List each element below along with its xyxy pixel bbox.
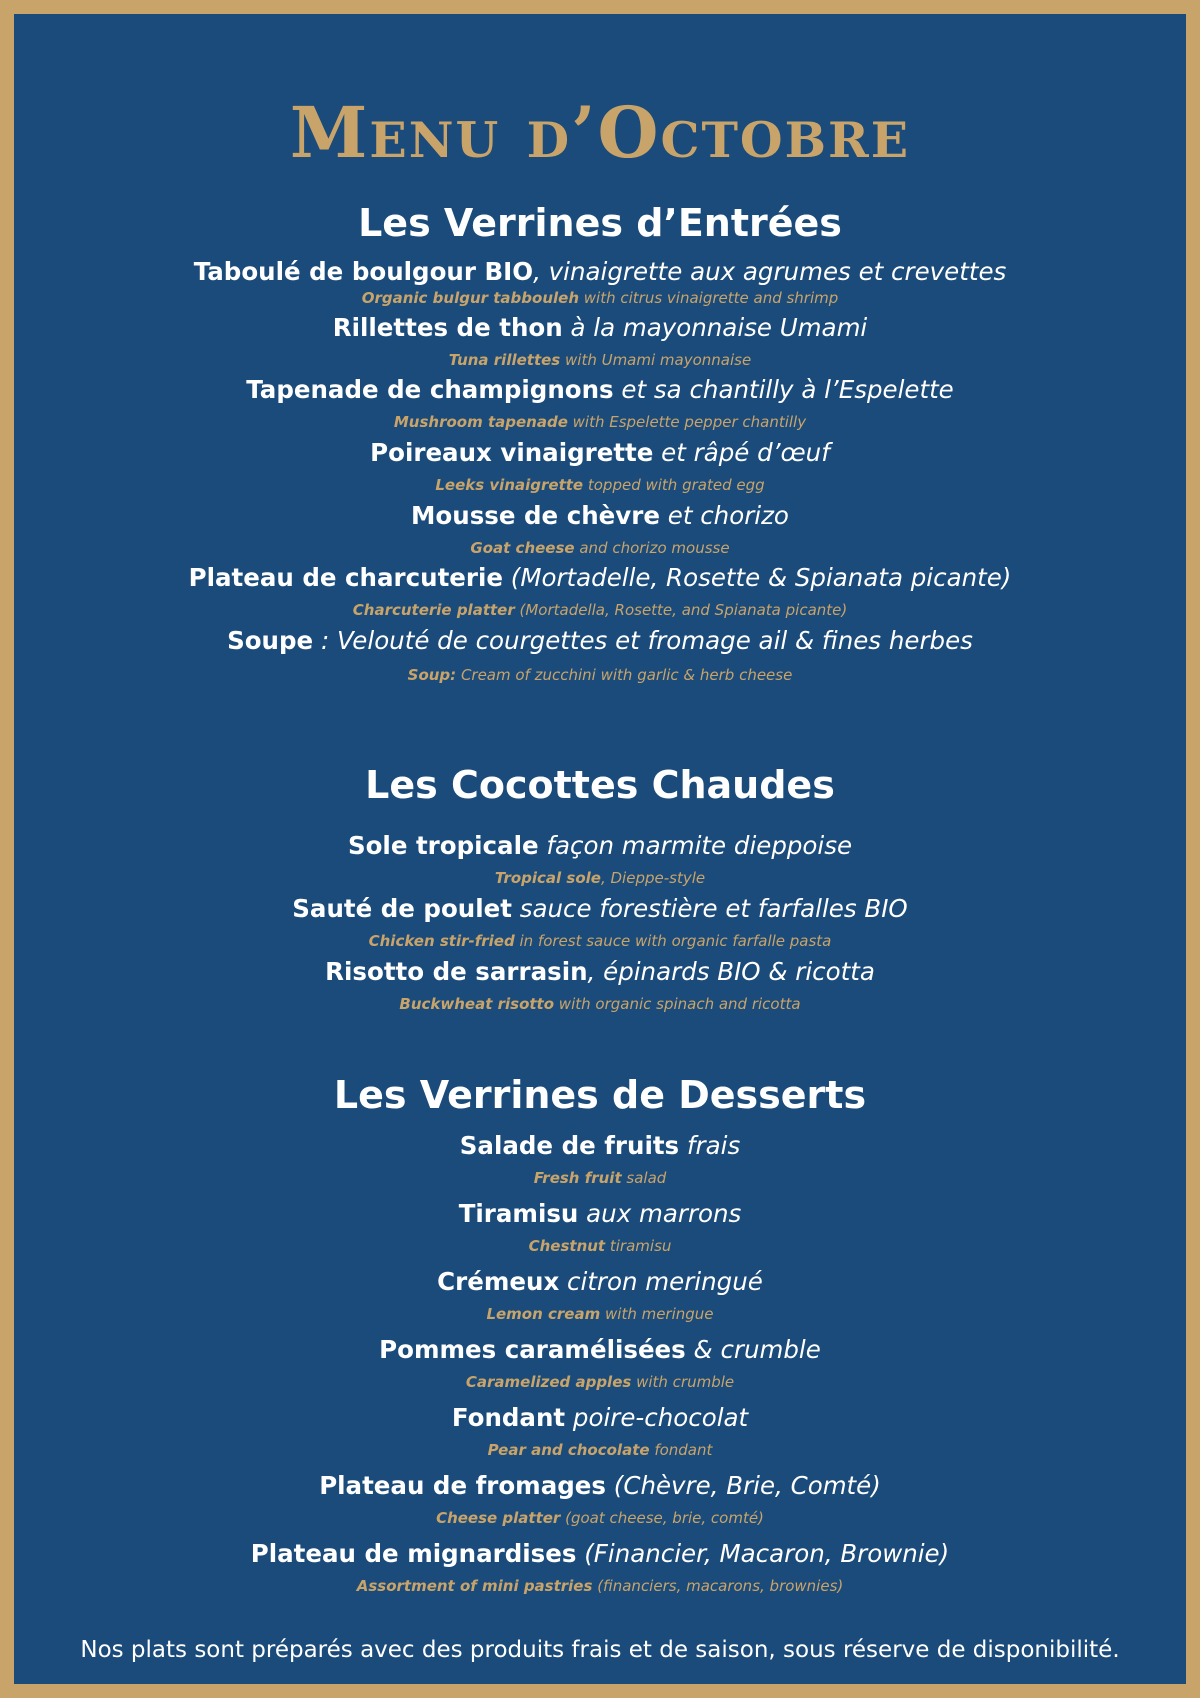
dish-description: et chorizo (659, 501, 789, 530)
menu-item (14, 312, 1186, 370)
dish-translation-detail: (financiers, macarons, brownies) (592, 1577, 844, 1595)
dish-description: (Mortadelle, Rosette & Spianata picante) (503, 563, 1012, 592)
dish-description: (Chèvre, Brie, Comté) (605, 1471, 881, 1500)
dish-translation: Pear and chocolate (487, 1441, 650, 1459)
dish-name: Tapenade de champignons (246, 375, 614, 404)
dish-description: , vinaigrette aux agrumes et crevettes (533, 257, 1007, 286)
dish-name: Plateau de fromages (319, 1471, 606, 1500)
dish-name: Soupe (227, 626, 314, 655)
section-title-desserts: Les Verrines de Desserts (333, 1073, 867, 1117)
dish-translation-detail: fondant (649, 1441, 713, 1459)
dish-name: Plateau de charcuterie (188, 563, 503, 592)
dish-translation: Cheese platter (436, 1509, 561, 1527)
dish-translation-detail: and chorizo mousse (574, 539, 730, 557)
dish-translation: Fresh fruit (533, 1169, 622, 1187)
dish-translation: Tropical sole (494, 869, 601, 887)
menu-item (14, 256, 1186, 308)
menu-item (14, 1266, 1186, 1324)
dish-translation: Leeks vinaigrette (435, 476, 584, 494)
menu-item (14, 956, 1186, 1014)
dish-translation: Goat cheese (470, 539, 575, 557)
dish-description: : Velouté de courgettes et fromage ail & fines herbes (313, 626, 973, 655)
dish-name: Risotto de sarrasin (325, 957, 588, 986)
dish-translation: Lemon cream (486, 1305, 601, 1323)
menu-item (14, 374, 1186, 432)
dish-translation-detail: with Umami mayonnaise (560, 351, 752, 369)
dish-translation-detail: topped with grated egg (583, 476, 765, 494)
dish-name: Crémeux (437, 1267, 560, 1296)
dish-description: sauce forestière et farfalles BIO (511, 894, 908, 923)
dish-translation-detail: Cream of zucchini with garlic & herb cheese (456, 666, 793, 684)
dish-description: (Financier, Macaron, Brownie) (576, 1539, 950, 1568)
section-title-cocottes: Les Cocottes Chaudes (365, 763, 835, 807)
dish-translation-detail: with organic spinach and ricotta (554, 995, 801, 1013)
dish-name: Poireaux vinaigrette (370, 438, 654, 467)
dish-description: frais (679, 1131, 741, 1160)
dish-description: , épinards BIO & ricotta (587, 957, 875, 986)
dish-translation-detail: with crumble (631, 1373, 735, 1391)
menu-item (14, 437, 1186, 495)
menu-item (14, 830, 1186, 888)
dish-translation: Mushroom tapenade (393, 413, 568, 431)
dish-translation-detail: , Dieppe-style (600, 869, 706, 887)
dish-name: Sole tropicale (347, 831, 539, 860)
dish-translation-detail: in forest sauce with organic farfalle pasta (514, 932, 832, 950)
dish-translation-detail: (Mortadella, Rosette, and Spianata picante) (514, 601, 848, 619)
dish-translation: Organic bulgur tabbouleh (361, 289, 579, 307)
dish-description: aux marrons (578, 1199, 742, 1228)
dish-name: Salade de fruits (459, 1131, 680, 1160)
dish-translation: Caramelized apples (465, 1373, 632, 1391)
menu-item (14, 1402, 1186, 1460)
dish-description: à la mayonnaise Umami (562, 313, 868, 342)
dish-name: Pommes caramélisées (379, 1335, 686, 1364)
dish-description: poire-chocolat (565, 1403, 749, 1432)
dish-description: façon marmite dieppoise (538, 831, 853, 860)
menu-item (14, 562, 1186, 620)
dish-name: Rillettes de thon (332, 313, 563, 342)
dish-translation: Chestnut (528, 1237, 606, 1255)
menu-item (14, 625, 1186, 685)
dish-description: & crumble (685, 1335, 821, 1364)
menu-item (14, 1334, 1186, 1392)
dish-translation: Charcuterie platter (352, 601, 515, 619)
dish-translation-detail: with citrus vinaigrette and shrimp (579, 289, 839, 307)
dish-description: citron meringué (559, 1267, 763, 1296)
dish-name: Tiramisu (458, 1199, 579, 1228)
dish-translation: Tuna rillettes (448, 351, 561, 369)
menu-item (14, 1538, 1186, 1596)
dish-translation-detail: salad (621, 1169, 667, 1187)
dish-name: Mousse de chèvre (411, 501, 660, 530)
dish-translation-detail: tiramisu (605, 1237, 672, 1255)
dish-name: Sauté de poulet (292, 894, 512, 923)
dish-translation-detail: with meringue (600, 1305, 714, 1323)
dish-name: Fondant (451, 1403, 566, 1432)
dish-translation-detail: with Espelette pepper chantilly (567, 413, 807, 431)
menu-card (14, 14, 1186, 1684)
dish-description: et râpé d’œuf (653, 438, 830, 467)
menu-item (14, 1130, 1186, 1188)
dish-name: Taboulé de boulgour BIO (193, 257, 534, 286)
dish-translation: Soup: (407, 666, 457, 684)
menu-item (14, 1198, 1186, 1256)
footer-note: Nos plats sont préparés avec des produits frais et de saison, sous réserve de disponibilité. (80, 1637, 1120, 1663)
menu-item (14, 500, 1186, 558)
dish-translation: Chicken stir-fried (368, 932, 515, 950)
dish-translation: Buckwheat risotto (399, 995, 555, 1013)
dish-description: et sa chantilly à l’Espelette (613, 375, 954, 404)
menu-title: Menu d’Octobre (289, 91, 911, 174)
section-title-entrees: Les Verrines d’Entrées (358, 201, 842, 245)
dish-name: Plateau de mignardises (250, 1539, 577, 1568)
dish-translation: Assortment of mini pastries (356, 1577, 593, 1595)
dish-translation-detail: (goat cheese, brie, comté) (560, 1509, 764, 1527)
menu-item (14, 893, 1186, 951)
menu-item (14, 1470, 1186, 1528)
